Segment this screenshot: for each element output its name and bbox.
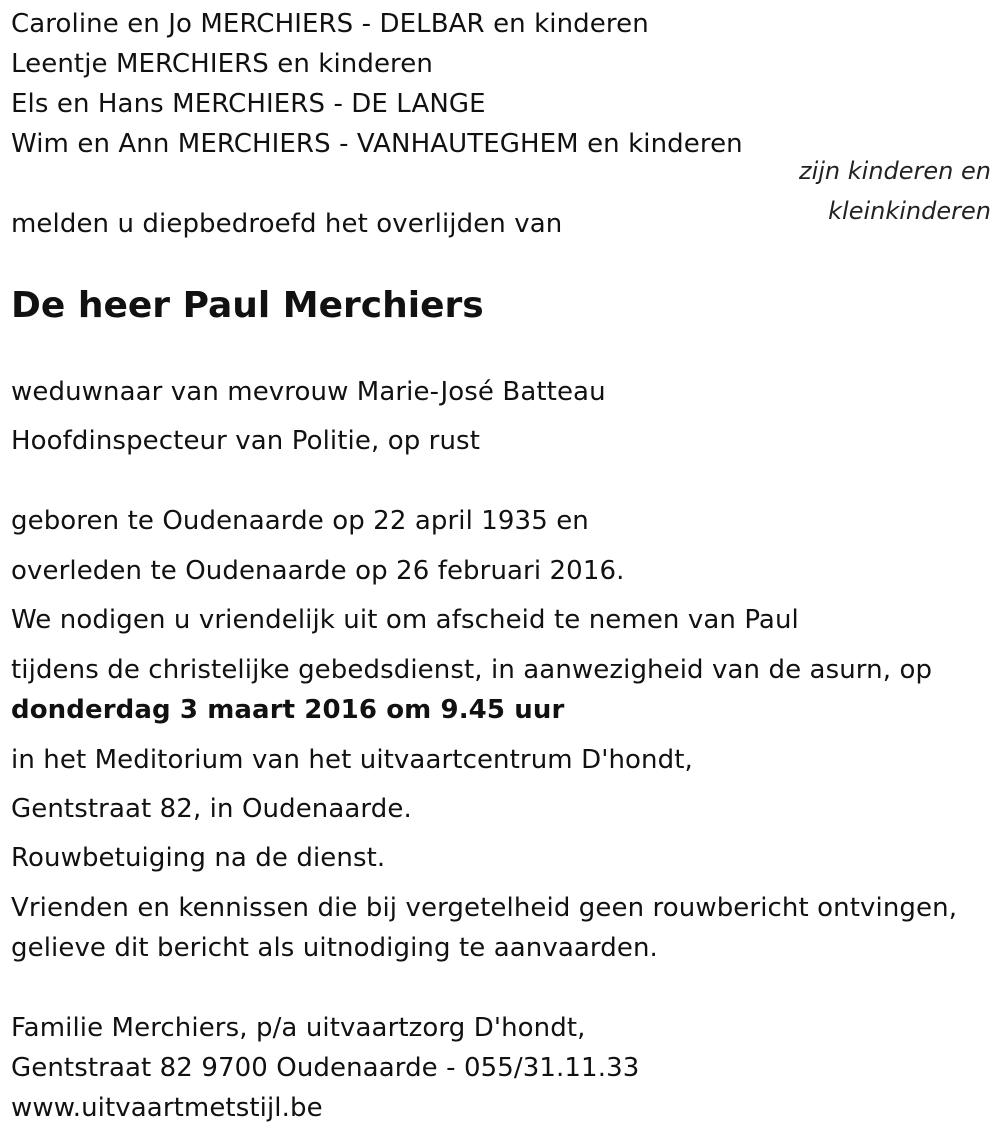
service-line: tijdens de christelijke gebedsdienst, in aanwezigheid van de asurn, op <box>11 655 933 685</box>
website-link[interactable]: www.uitvaartmetstijl.be <box>11 1093 323 1123</box>
notice-line-2: gelieve dit bericht als uitnodiging te aanvaarden. <box>11 933 658 963</box>
notice-line-1: Vrienden en kennissen die bij vergetelheid geen rouwbericht ontvingen, <box>11 893 958 923</box>
family-line-4: Wim en Ann MERCHIERS - VANHAUTEGHEM en kinderen <box>11 129 743 159</box>
invitation-line: We nodigen u vriendelijk uit om afscheid te nemen van Paul <box>11 605 799 635</box>
deceased-name: De heer Paul Merchiers <box>11 285 484 326</box>
contact-name: Familie Merchiers, p/a uitvaartzorg D'hondt, <box>11 1013 586 1043</box>
profession-line: Hoofdinspecteur van Politie, op rust <box>11 426 480 456</box>
side-note <box>799 151 991 231</box>
condolence-line: Rouwbetuiging na de dienst. <box>11 843 386 873</box>
family-line-1: Caroline en Jo MERCHIERS - DELBAR en kinderen <box>11 9 649 39</box>
address-line: Gentstraat 82, in Oudenaarde. <box>11 794 412 824</box>
venue-line: in het Meditorium van het uitvaartcentrum D'hondt, <box>11 745 693 775</box>
widower-line: weduwnaar van mevrouw Marie-José Batteau <box>11 377 606 407</box>
contact-address: Gentstraat 82 9700 Oudenaarde - 055/31.11.33 <box>11 1053 640 1083</box>
family-line-2: Leentje MERCHIERS en kinderen <box>11 49 433 79</box>
died-line: overleden te Oudenaarde op 26 februari 2016. <box>11 556 625 586</box>
family-line-3: Els en Hans MERCHIERS - DE LANGE <box>11 89 486 119</box>
side-note-line-1: zijn kinderen en <box>799 157 991 185</box>
side-note-line-2: kleinkinderen <box>828 197 991 225</box>
service-datetime: donderdag 3 maart 2016 om 9.45 uur <box>11 695 565 725</box>
announcement: melden u diepbedroefd het overlijden van <box>11 209 563 239</box>
born-line: geboren te Oudenaarde op 22 april 1935 en <box>11 506 589 536</box>
